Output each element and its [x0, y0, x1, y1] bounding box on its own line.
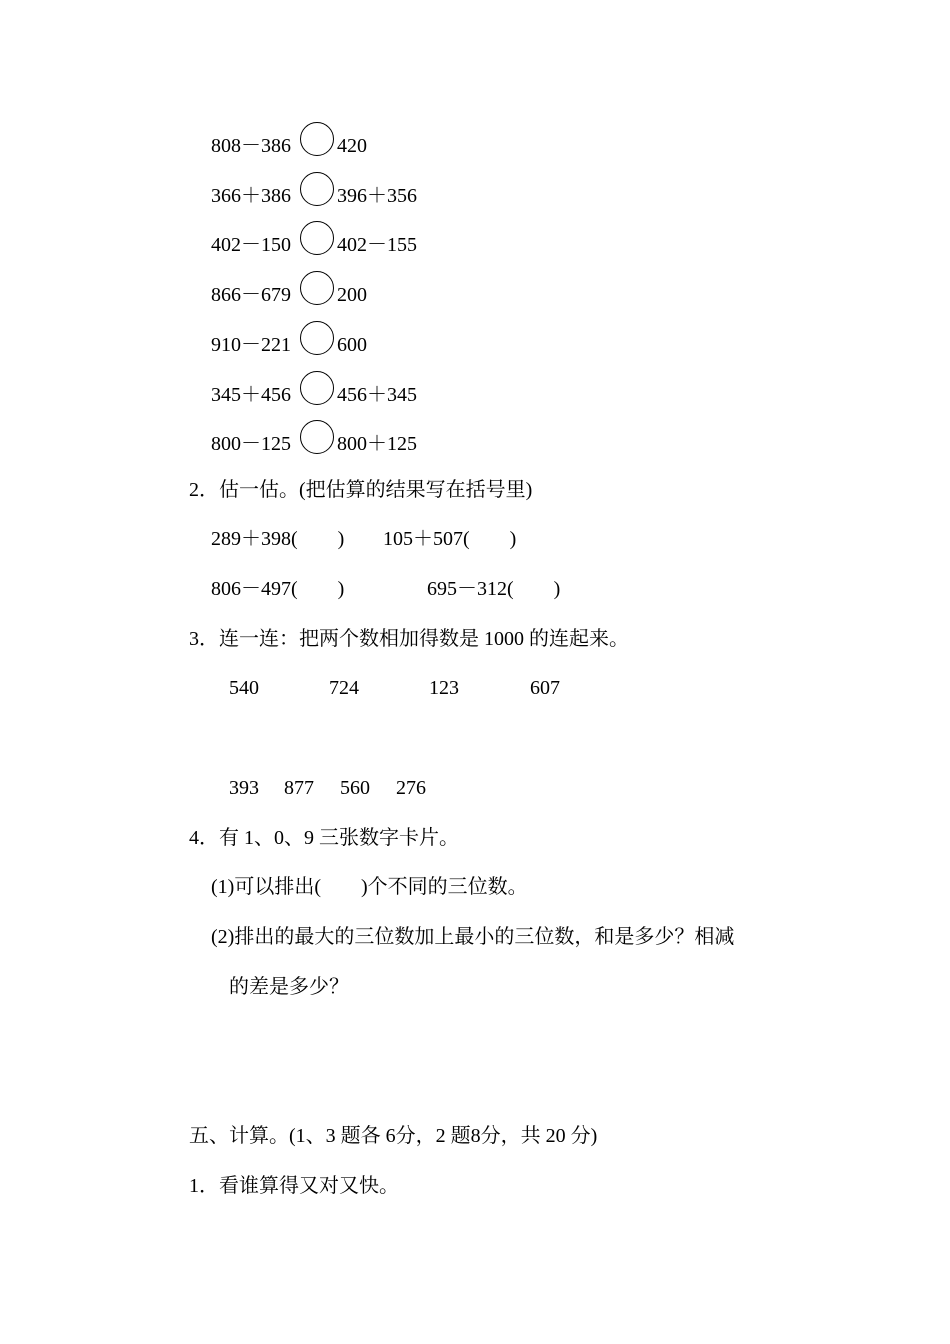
match-number-top[interactable]: 607	[530, 677, 560, 699]
estimate-item-1[interactable]: 289＋398( )	[211, 528, 345, 550]
compare-right: 800＋125	[337, 433, 417, 455]
compare-left: 808－386	[211, 135, 291, 157]
question-4-sub-2-cont: 的差是多少？	[229, 976, 349, 998]
section-5-question-1: 1．看谁算得又对又快。	[189, 1175, 399, 1197]
question-4-sub-1[interactable]: (1)可以排出( )个不同的三位数。	[211, 876, 528, 898]
compare-left: 366＋386	[211, 185, 291, 207]
match-number-bottom[interactable]: 276	[396, 777, 426, 799]
match-number-top[interactable]: 123	[429, 677, 459, 699]
answer-circle[interactable]	[300, 122, 334, 156]
estimate-item-3[interactable]: 806－497( )	[211, 578, 345, 600]
question-2-title: 2．估一估。(把估算的结果写在括号里)	[189, 479, 533, 501]
estimate-item-4[interactable]: 695－312( )	[427, 578, 561, 600]
answer-circle[interactable]	[300, 321, 334, 355]
match-number-bottom[interactable]: 877	[284, 777, 314, 799]
compare-right: 600	[337, 334, 367, 356]
answer-circle[interactable]	[300, 271, 334, 305]
match-number-bottom[interactable]: 560	[340, 777, 370, 799]
match-number-top[interactable]: 724	[329, 677, 359, 699]
match-number-top[interactable]: 540	[229, 677, 259, 699]
answer-circle[interactable]	[300, 420, 334, 454]
compare-left: 402－150	[211, 234, 291, 256]
compare-left: 866－679	[211, 284, 291, 306]
match-number-bottom[interactable]: 393	[229, 777, 259, 799]
compare-right: 200	[337, 284, 367, 306]
compare-right: 396＋356	[337, 185, 417, 207]
compare-left: 345＋456	[211, 384, 291, 406]
compare-right: 420	[337, 135, 367, 157]
section-5-title: 五、计算。(1、3 题各 6分，2 题8分，共 20 分)	[189, 1125, 598, 1147]
compare-right: 456＋345	[337, 384, 417, 406]
compare-left: 800－125	[211, 433, 291, 455]
answer-circle[interactable]	[300, 371, 334, 405]
estimate-item-2[interactable]: 105＋507( )	[383, 528, 517, 550]
answer-circle[interactable]	[300, 172, 334, 206]
question-4-sub-2: (2)排出的最大的三位数加上最小的三位数，和是多少？相减	[211, 926, 735, 948]
question-4-title: 4．有 1、0、9 三张数字卡片。	[189, 827, 459, 849]
question-3-title: 3．连一连：把两个数相加得数是 1000 的连起来。	[189, 628, 629, 650]
compare-left: 910－221	[211, 334, 291, 356]
answer-circle[interactable]	[300, 221, 334, 255]
compare-right: 402－155	[337, 234, 417, 256]
